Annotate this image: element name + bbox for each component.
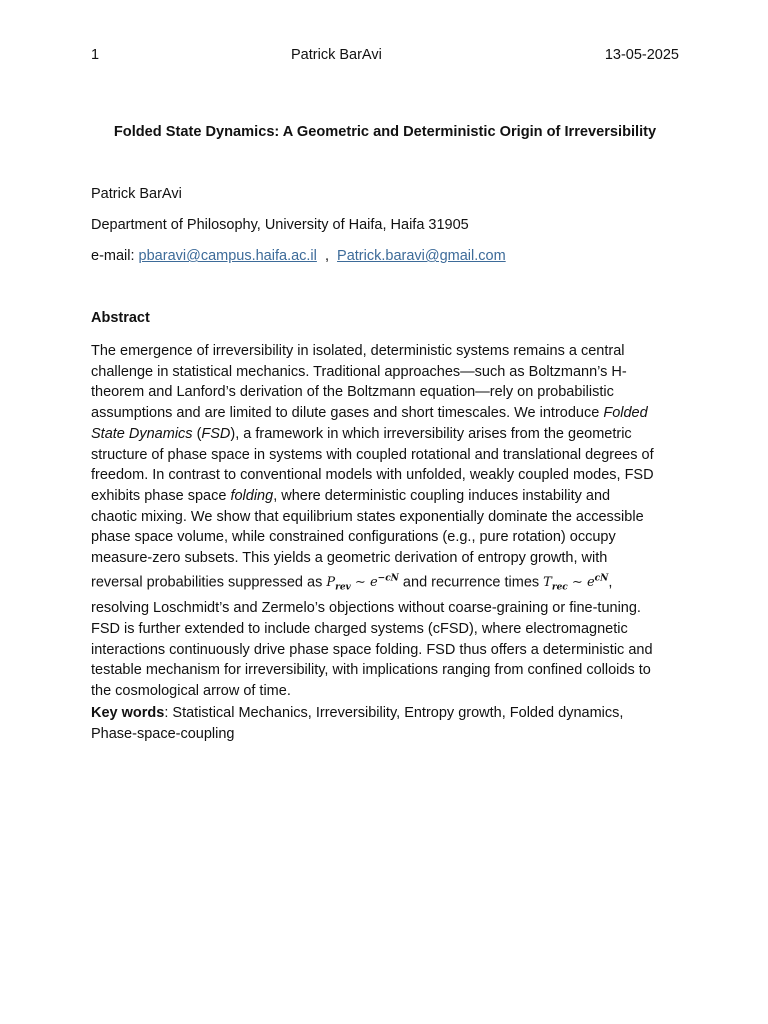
- keywords: [91, 703, 681, 744]
- abstract-line: chaotic mixing. We show that equilibrium states exponentially dominate the accessible: [91, 508, 644, 525]
- email-label: e-mail:: [91, 248, 135, 264]
- recurrence-time-formula: $T_{rec}$ ∼ $e^{cN}$: [543, 573, 609, 593]
- abstract-line: freedom. In contrast to conventional models with unfolded, weakly coupled modes, FSD: [91, 467, 654, 484]
- abstract-line: structure of phase space in systems with coupled rotational and translational degrees of: [91, 446, 654, 463]
- keywords-label: Key words: [91, 705, 165, 721]
- abstract-text: [91, 341, 681, 702]
- abstract-line: State Dynamics (FSD), a framework in which irreversibility arises from the geometric: [91, 425, 632, 442]
- email-link-secondary[interactable]: Patrick.baravi@gmail.com: [337, 248, 506, 264]
- abstract-line: interactions continuously drive phase space folding. FSD thus offers a deterministic and: [91, 641, 653, 658]
- page-header: [91, 47, 679, 67]
- abstract-line: measure-zero subsets. This yields a geometric derivation of entropy growth, with: [91, 550, 608, 567]
- author-affiliation: Department of Philosophy, University of Haifa, Haifa 31905: [91, 217, 469, 233]
- abstract-line: FSD is further extended to include charged systems (cFSD), where electromagnetic: [91, 621, 628, 638]
- reversal-probability-formula: $P_{rev}$ ∼ $e^{-cN}$: [326, 573, 399, 593]
- abstract-line: the cosmological arrow of time.: [91, 683, 291, 700]
- abstract-line-with-math: reversal probabilities suppressed as $P_{rev}$ ∼ $e^{-cN}$ and recurrence times $T_{rec}$ ∼ $e^{cN}$,: [91, 573, 613, 593]
- abstract-line: assumptions and are limited to dilute gases and short timescales. We introduce Folded: [91, 405, 648, 422]
- keywords-line: Key words: Statistical Mechanics, Irreversibility, Entropy growth, Folded dynamics,: [91, 705, 624, 721]
- keywords-line: Phase-space-coupling: [91, 725, 235, 742]
- author-name: Patrick BarAvi: [91, 186, 182, 202]
- abstract-line: theorem and Lanford’s derivation of the Boltzmann equation—rely on probabilistic: [91, 384, 614, 401]
- abstract-line: challenge in statistical mechanics. Traditional approaches—such as Boltzmann’s H-: [91, 363, 627, 380]
- email-link-primary[interactable]: pbaravi@campus.haifa.ac.il: [138, 248, 317, 264]
- email-line: [91, 248, 506, 264]
- email-separator: ,: [324, 248, 329, 264]
- paper-title: Folded State Dynamics: A Geometric and Deterministic Origin of Irreversibility: [113, 124, 657, 140]
- abstract-line: The emergence of irreversibility in isolated, deterministic systems remains a central: [91, 343, 625, 359]
- abstract-line: resolving Loschmidt’s and Zermelo’s objections without coarse-graining or fine-tuning.: [91, 600, 641, 617]
- page-number: 1: [91, 47, 100, 63]
- abstract-line: testable mechanism for irreversibility, with implications ranging from confined colloids to: [91, 662, 651, 679]
- abstract-line: exhibits phase space folding, where deterministic coupling induces instability and: [91, 487, 611, 504]
- header-date: 13-05-2025: [604, 47, 679, 63]
- abstract-heading: Abstract: [91, 310, 150, 326]
- header-author: Patrick BarAvi: [291, 47, 382, 63]
- abstract-line: phase space volume, while constrained configurations (e.g., pure rotation) occupy: [91, 529, 616, 546]
